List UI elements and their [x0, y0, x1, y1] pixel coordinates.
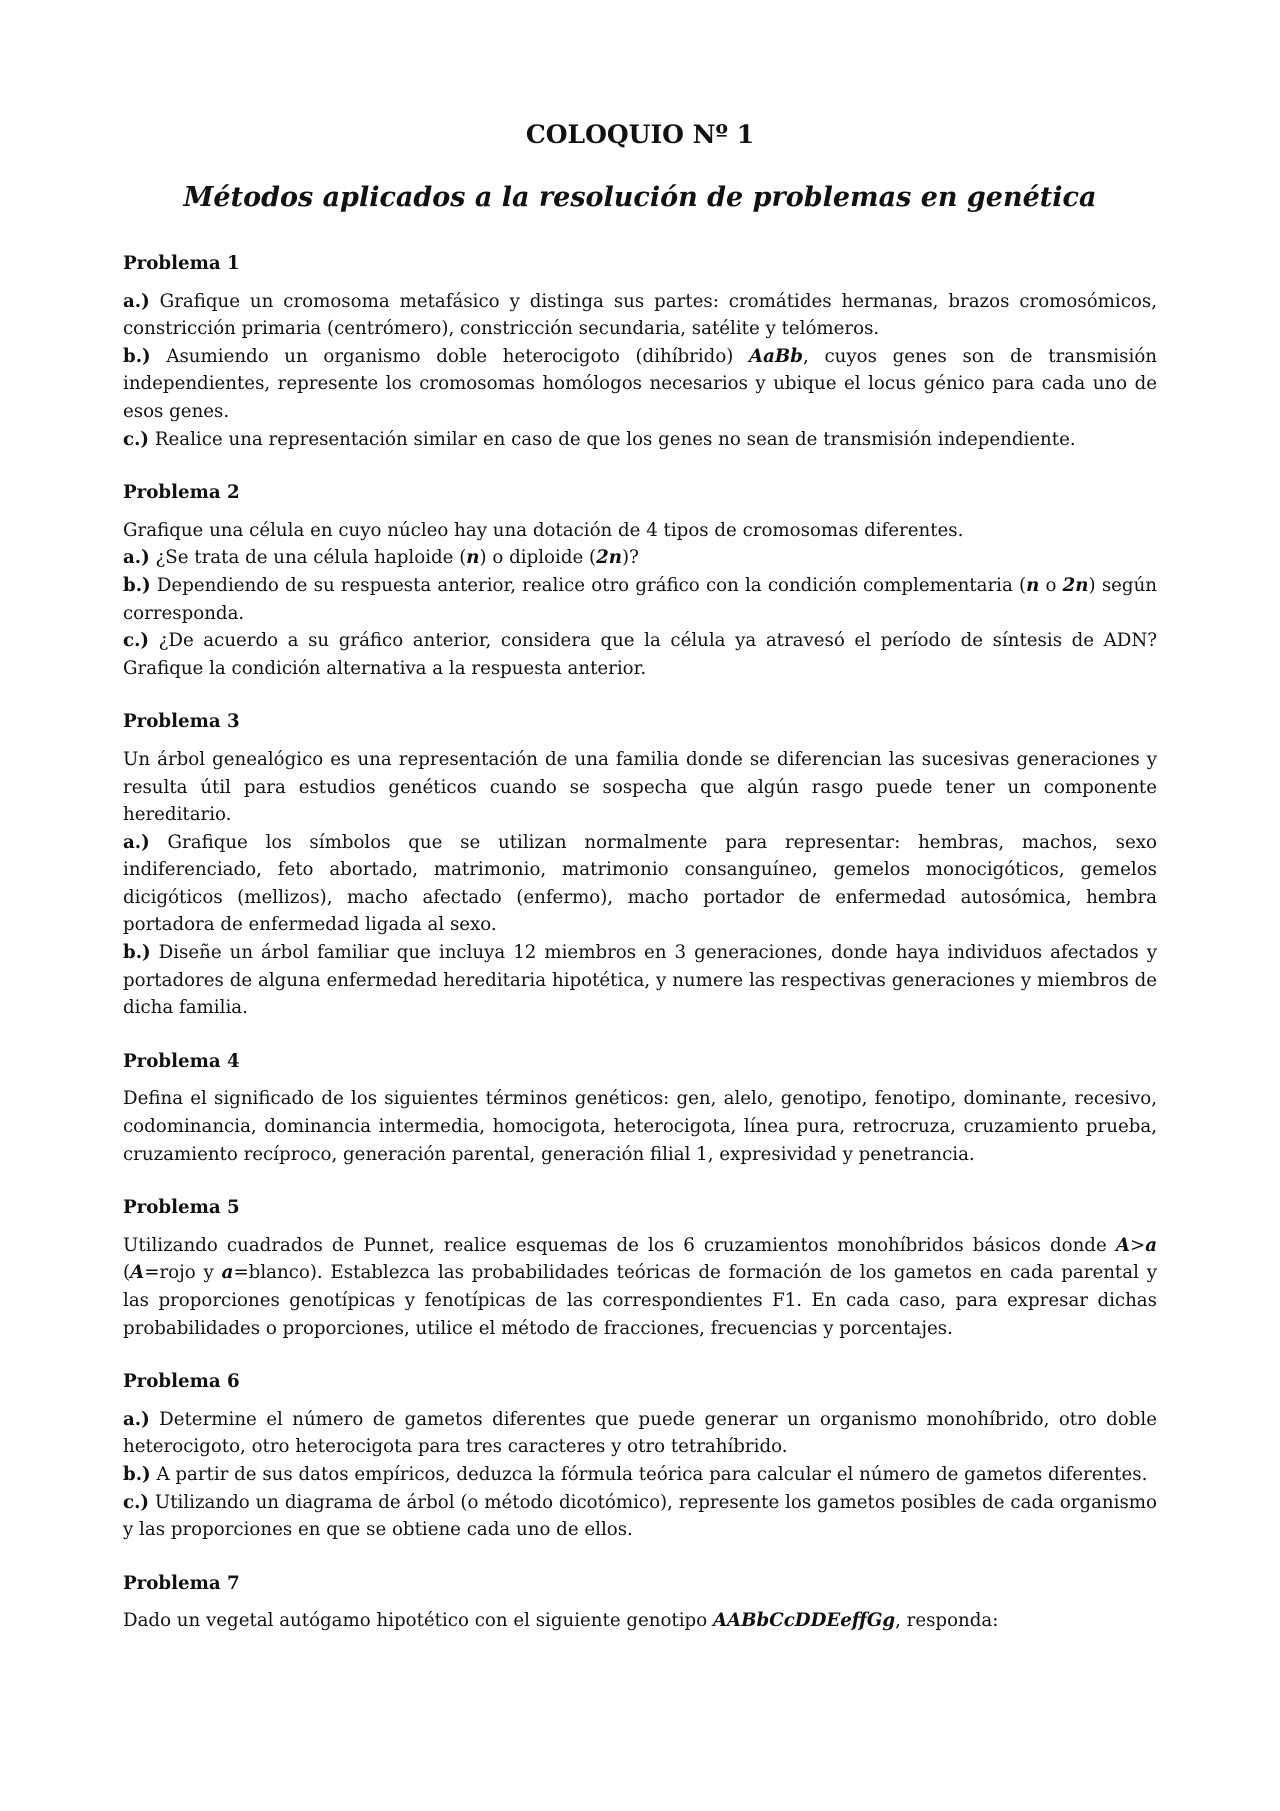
- item-text: Determine el número de gametos diferentes que puede generar un organismo monohíbrido, otro doble heterocigoto, otro heterocigota para tres caracteres y otro tetrahíbrido.: [123, 1408, 1157, 1458]
- item-label: a.): [123, 831, 150, 853]
- item-text: ¿De acuerdo a su gráfico anterior, considera que la célula ya atravesó el período de síntesis de ADN? Grafique la condición alternativa a la respuesta anterior.: [123, 630, 1157, 679]
- item-label: a.): [123, 547, 150, 569]
- problem-5-heading: Problema 5: [123, 1197, 240, 1219]
- item-text: =rojo y: [144, 1262, 222, 1284]
- problem-3-intro: Un árbol genealógico es una representación de una familia donde se diferencian las sucesivas generaciones y resulta útil para estudios genéticos cuando se sospecha que algún rasgo puede tener un componente hereditario.: [123, 748, 1157, 826]
- problem-3-heading: Problema 3: [123, 711, 240, 733]
- item-text: , cuyos genes son de transmisión independientes, represente los cromosomas homólogos necesarios y ubique el locus génico para cada uno de esos genes.: [123, 345, 1157, 422]
- item-text: Diseñe un árbol familiar que incluya 12 miembros en 3 generaciones, donde haya individuos afectados y portadores de alguna enfermedad hereditaria hipotética, y numere las respectivas generaciones y miembros de dicha familia.: [123, 942, 1157, 1019]
- allele-symbol: a: [221, 1262, 234, 1284]
- item-label: b.): [123, 942, 151, 964]
- problem-4: [123, 1048, 1157, 1168]
- item-label: a.): [123, 290, 150, 312]
- problem-6-item-a: [123, 1406, 1157, 1461]
- item-label: b.): [123, 345, 151, 367]
- page-title: COLOQUIO Nº 1: [525, 120, 755, 149]
- ploidy-symbol: n: [1026, 574, 1040, 596]
- problem-1-heading: Problema 1: [123, 253, 240, 274]
- problem-2: [123, 479, 1157, 682]
- item-text: Utilizando cuadrados de Punnet, realice esquemas de los 6 cruzamientos monohíbridos básicos donde: [123, 1234, 1116, 1256]
- problem-3-item-a: [123, 829, 1157, 939]
- item-text: Utilizando un diagrama de árbol (o método dicotómico), represente los gametos posibles de cada organismo y las proporciones en que se obtiene cada uno de ellos.: [123, 1491, 1157, 1541]
- item-text: ) según corresponda.: [123, 574, 1157, 624]
- problem-5-text: [123, 1232, 1157, 1342]
- item-text: o: [1039, 574, 1063, 596]
- problem-6-item-c: [123, 1489, 1157, 1544]
- item-label: c.): [123, 428, 150, 450]
- item-text: =blanco). Establezca las probabilidades teóricas de formación de los gametos en cada parental y las proporciones genotípicas y fenotípicas de las correspondientes F1. En cada caso, para expresar dichas probabilidades o proporciones, utilice el método de fracciones, frecuencias y porcentajes.: [123, 1262, 1158, 1339]
- problem-7-heading: Problema 7: [123, 1572, 240, 1594]
- problem-5: [123, 1194, 1157, 1342]
- item-text: Realice una representación similar en caso de que los genes no sean de transmisión independiente.: [154, 428, 1076, 450]
- item-text: >: [1129, 1234, 1146, 1256]
- problem-6-heading: Problema 6: [123, 1371, 240, 1393]
- problem-1: [123, 250, 1157, 453]
- problem-6: [123, 1368, 1157, 1544]
- problem-2-item-a: [123, 544, 1157, 572]
- problem-1-item-a: [123, 288, 1157, 343]
- problem-7: [123, 1570, 1157, 1635]
- item-text: ) o diploide (: [479, 547, 597, 569]
- problem-4-heading: Problema 4: [123, 1050, 240, 1072]
- page-subtitle: Métodos aplicados a la resolución de problemas en genética: [183, 182, 1097, 213]
- item-text: , responda:: [895, 1610, 999, 1632]
- item-text: Asumiendo un organismo doble heterocigoto (dihíbrido): [166, 345, 750, 367]
- problem-7-text: [123, 1607, 1157, 1635]
- ploidy-symbol: 2n: [596, 547, 622, 569]
- item-text: Dado un vegetal autógamo hipotético con el siguiente genotipo: [123, 1610, 713, 1632]
- problem-2-heading: Problema 2: [123, 482, 240, 504]
- item-text: )?: [622, 547, 639, 569]
- problem-6-item-b: [123, 1461, 1157, 1489]
- genotype: AaBb: [749, 345, 804, 367]
- problem-1-item-b: [123, 343, 1157, 426]
- item-text: ¿Se trata de una célula haploide (: [155, 547, 467, 569]
- allele-symbol: A: [1115, 1234, 1130, 1256]
- problem-1-item-c: [123, 426, 1157, 454]
- item-label: a.): [123, 1408, 150, 1430]
- problem-4-text: Defina el significado de los siguientes términos genéticos: gen, alelo, genotipo, fenotipo, dominante, recesivo, codominancia, dominancia intermedia, homocigota, heterocigota, línea pura, retrocruza, cruzamiento prueba, cruzamiento recíproco, generación parental, generación filial 1, expresividad y penetrancia.: [123, 1088, 1157, 1165]
- problem-2-item-c: [123, 627, 1157, 682]
- item-text: Dependiendo de su respuesta anterior, realice otro gráfico con la condición complementaria (: [156, 574, 1027, 596]
- item-text: A partir de sus datos empíricos, deduzca la fórmula teórica para calcular el número de gametos diferentes.: [156, 1463, 1148, 1485]
- problem-2-intro: Grafique una célula en cuyo núcleo hay una dotación de 4 tipos de cromosomas diferentes.: [123, 519, 964, 541]
- item-label: c.): [123, 1491, 150, 1513]
- item-label: b.): [123, 574, 151, 596]
- item-label: b.): [123, 1463, 151, 1485]
- problem-3-item-b: [123, 939, 1157, 1022]
- problem-2-item-b: [123, 572, 1157, 627]
- allele-symbol: A: [130, 1262, 145, 1284]
- item-text: Grafique un cromosoma metafásico y distinga sus partes: cromátides hermanas, brazos cromosómicos, constricción primaria (centrómero), constricción secundaria, satélite y telómeros.: [123, 290, 1157, 340]
- problem-3: [123, 708, 1157, 1022]
- item-label: c.): [123, 630, 150, 652]
- ploidy-symbol: 2n: [1062, 574, 1089, 596]
- item-text: (: [123, 1262, 131, 1284]
- genotype: AABbCcDDEeffGg: [712, 1610, 896, 1632]
- item-text: Grafique los símbolos que se utilizan normalmente para representar: hembras, machos, sexo indiferenciado, feto abortado, matrimonio, matrimonio consanguíneo, gemelos monocigóticos, gemelos dicigóticos (mellizos), macho afectado (enfermo), macho portador de enfermedad autosómica, hembra portadora de enfermedad ligada al sexo.: [123, 831, 1157, 936]
- allele-symbol: a: [1145, 1234, 1157, 1256]
- ploidy-symbol: n: [466, 547, 480, 569]
